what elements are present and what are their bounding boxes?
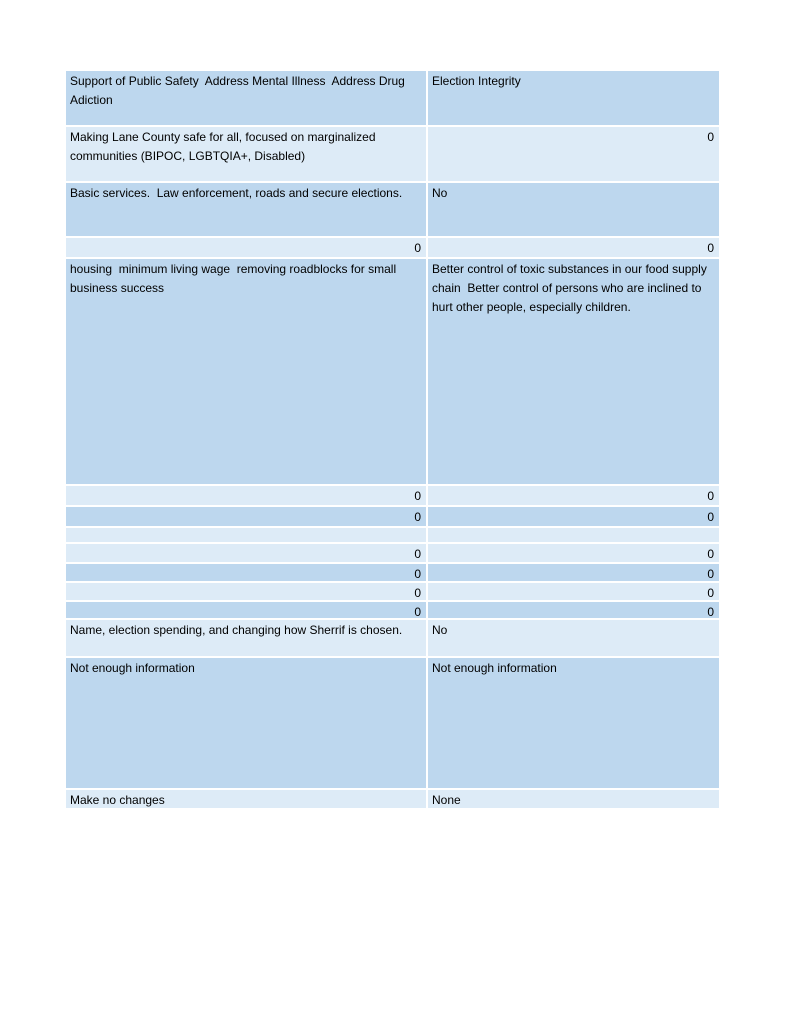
table-cell: 0 [66, 486, 426, 505]
table-cell: 0 [66, 544, 426, 562]
table-cell: 0 [428, 507, 719, 526]
table-cell: 0 [66, 238, 426, 257]
table-cell: 0 [66, 602, 426, 618]
table-row [66, 544, 719, 562]
table-cell: Make no changes [66, 790, 426, 808]
table-cell: No [428, 183, 719, 236]
table-row [66, 620, 719, 656]
table-row [66, 127, 719, 181]
table-cell: None [428, 790, 719, 808]
table-cell: 0 [428, 486, 719, 505]
table-row [66, 507, 719, 526]
table-cell: 0 [66, 507, 426, 526]
table-cell: 0 [66, 564, 426, 581]
table-row [66, 238, 719, 257]
table-cell: No [428, 620, 719, 656]
table-row [66, 486, 719, 505]
responses-table [66, 71, 719, 808]
table-row [66, 564, 719, 581]
table-cell: Not enough information [428, 658, 719, 788]
table-cell: Better control of toxic substances in our food supply chain Better control of persons who are inclined to hurt other people, especially children. [428, 259, 719, 484]
table-cell: Election Integrity [428, 71, 719, 125]
table-cell: Not enough information [66, 658, 426, 788]
table-row [66, 183, 719, 236]
table-row [66, 583, 719, 600]
table-cell: Basic services. Law enforcement, roads and secure elections. [66, 183, 426, 236]
table-cell: Support of Public Safety Address Mental Illness Address Drug Adiction [66, 71, 426, 125]
table-row [66, 790, 719, 808]
table-cell: Making Lane County safe for all, focused on marginalized communities (BIPOC, LGBTQIA+, Disabled) [66, 127, 426, 181]
table-row [66, 602, 719, 618]
table-cell [66, 528, 426, 542]
table-cell: 0 [66, 583, 426, 600]
table-cell: Name, election spending, and changing how Sherrif is chosen. [66, 620, 426, 656]
table-cell [428, 528, 719, 542]
table-cell: 0 [428, 127, 719, 181]
table-cell: housing minimum living wage removing roadblocks for small business success [66, 259, 426, 484]
table-cell: 0 [428, 583, 719, 600]
table-row [66, 71, 719, 125]
table-cell: 0 [428, 238, 719, 257]
table-cell: 0 [428, 564, 719, 581]
table-cell: 0 [428, 602, 719, 618]
table-cell: 0 [428, 544, 719, 562]
table-row [66, 528, 719, 542]
table-row [66, 259, 719, 484]
table-row [66, 658, 719, 788]
